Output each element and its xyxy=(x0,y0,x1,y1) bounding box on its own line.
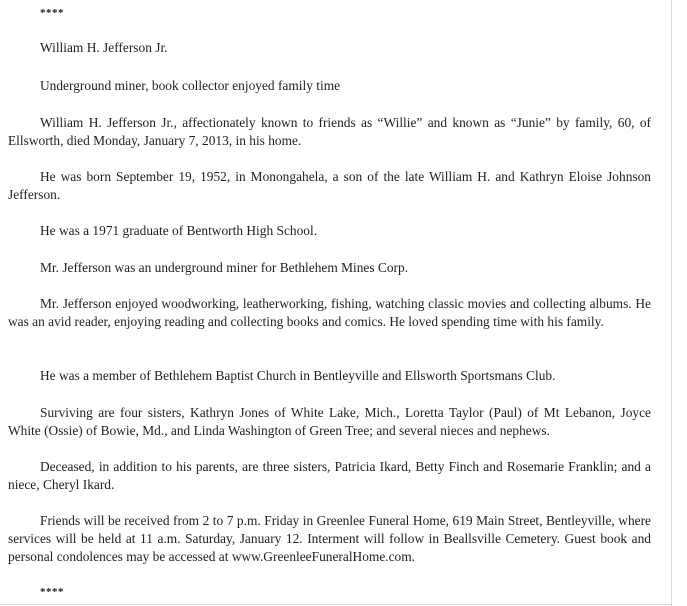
paragraph-deceased-relatives: Deceased, in addition to his parents, are three sisters, Patricia Ikard, Betty Finch and Rosemarie Franklin; and a niece, Cheryl Ikard. xyxy=(8,459,651,492)
frame-border-bottom xyxy=(0,604,672,605)
paragraph-survivors: Surviving are four sisters, Kathryn Jones of White Lake, Mich., Loretta Taylor (Paul) of Mt Lebanon, Joyce White (Ossie) of Bowie, Md., and Linda Washington of Green Tree; and several nieces and nephews. xyxy=(8,405,651,438)
obituary-headline: Underground miner, book collector enjoyed family time xyxy=(40,78,341,93)
separator-top: **** xyxy=(40,7,64,19)
paragraph-hobbies: Mr. Jefferson enjoyed woodworking, leatherworking, fishing, watching classic movies and collecting albums. He was an avid reader, enjoying reading and collecting books and comics. He loved spending time with his family. xyxy=(8,296,651,329)
separator-bottom: **** xyxy=(40,586,64,598)
paragraph-birth: He was born September 19, 1952, in Monongahela, a son of the late William H. and Kathryn Eloise Johnson Jefferson. xyxy=(8,169,651,202)
paragraph-services: Friends will be received from 2 to 7 p.m. Friday in Greenlee Funeral Home, 619 Main Street, Bentleyville, where services will be held at 11 a.m. Saturday, January 12. Interment will follow in Beallsville Cemetery. Guest book and personal condolences may be accessed at www.GreenleeFuneralHome.com. xyxy=(8,513,651,564)
paragraph-memberships: He was a member of Bethlehem Baptist Church in Bentleyville and Ellsworth Sportsmans Club. xyxy=(40,368,556,383)
paragraph-death-notice: William H. Jefferson Jr., affectionately known to friends as “Willie” and known as “Junie” by family, 60, of Ellsworth, died Monday, January 7, 2013, in his home. xyxy=(8,115,651,148)
paragraph-occupation: Mr. Jefferson was an underground miner for Bethlehem Mines Corp. xyxy=(40,260,409,275)
obituary-name: William H. Jefferson Jr. xyxy=(40,40,168,55)
frame-border-right xyxy=(671,0,672,606)
paragraph-education: He was a 1971 graduate of Bentworth High School. xyxy=(40,223,318,238)
